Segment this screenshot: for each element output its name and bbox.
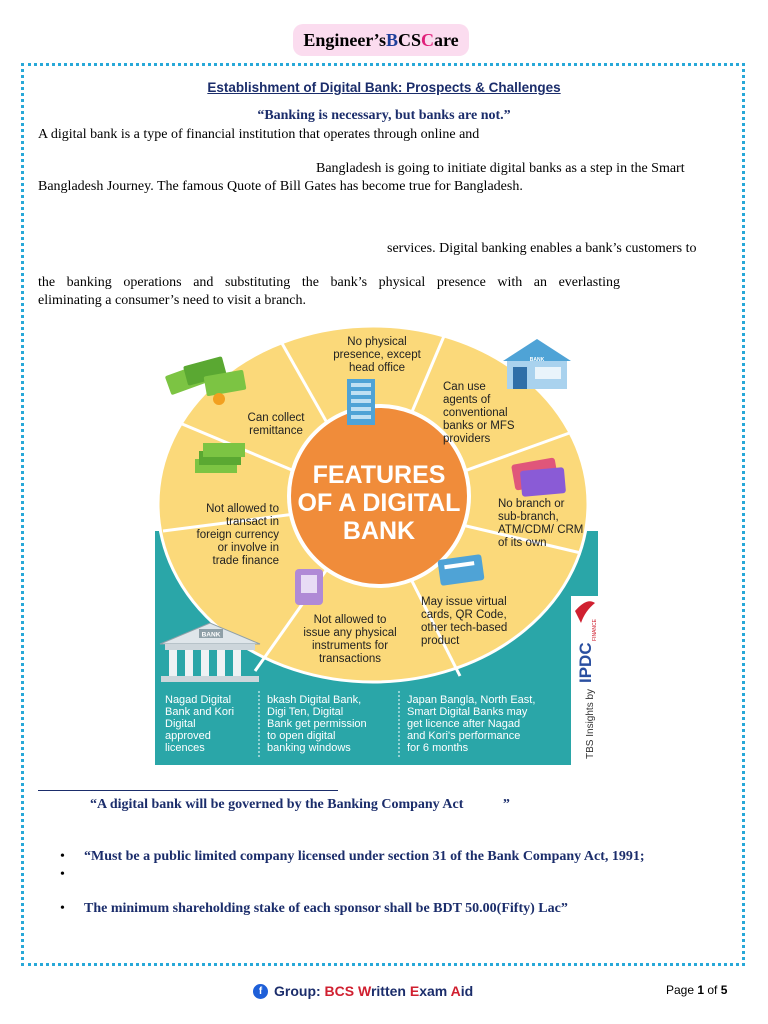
page-total: 5	[720, 983, 728, 997]
paragraph-1: A digital bank is a type of financial institution that operates through online and	[38, 127, 480, 142]
small-bank-label	[530, 357, 545, 363]
small-bank-sign: BANK	[529, 357, 545, 363]
header-badge	[293, 24, 469, 56]
seg-bottom-line-4: transactions	[318, 653, 382, 665]
list-item	[60, 866, 740, 884]
footer-col3-line-5: for 6 months	[407, 742, 469, 754]
seg-top-line-3: head office	[348, 362, 406, 374]
seg-bottom-right-line-3: other tech-based	[421, 622, 508, 634]
footer-col1-line-5: licences	[165, 742, 205, 754]
ipdc-logo-sub: FINANCE	[592, 619, 598, 641]
governance-quote-close: ”	[502, 797, 510, 812]
seg-top-left-line-1: Can collect	[247, 412, 305, 424]
paragraph-4-line-1: the banking operations and substituting the bank’s physical presence with an everlasting	[38, 275, 620, 290]
governance-quote-text: “A digital bank will be governed by the Banking Company Act	[90, 797, 464, 812]
footer-letter-e: E	[409, 983, 420, 999]
paragraph-2-line-1: Bangladesh is going to initiate digital banks as a step in the Smart	[316, 161, 685, 176]
header-part1: Engineer’s	[303, 29, 386, 50]
footer-col1-line-4: approved	[165, 730, 211, 742]
seg-top-right-line-1: Can use	[443, 381, 486, 393]
opening-quote: “Banking is necessary, but banks are not.”	[257, 108, 511, 123]
bullet-icon: •	[60, 867, 65, 882]
seg-top-right-line-2: agents of	[443, 394, 491, 406]
seg-right-line-3: ATM/CDM/ CRM	[498, 524, 584, 536]
seg-top-left-line-2: remittance	[249, 425, 303, 437]
footer-letter-a: A	[450, 983, 461, 999]
footer-word-aid: id	[460, 983, 474, 999]
footer-col3-line-2: Smart Digital Banks may	[407, 706, 528, 718]
bank-sign: BANK	[201, 631, 221, 639]
mobile-card-icon	[295, 569, 323, 605]
list-item	[60, 848, 740, 866]
digital-bank-infographic	[155, 321, 598, 765]
footer-col2-line-5: banking windows	[267, 742, 351, 754]
center-line-3: BANK	[342, 517, 416, 545]
page-title: Establishment of Digital Bank: Prospects & Challenges	[207, 80, 561, 95]
seg-bottom-right-line-1: May issue virtual	[421, 596, 507, 608]
credit-text: TBS Insights by	[585, 688, 596, 759]
center-line-2: OF A DIGITAL	[297, 489, 461, 517]
footer-group-label	[253, 983, 473, 999]
header-accent-c: C	[421, 29, 435, 50]
footer-word-bcs: BCS	[324, 983, 358, 999]
footer-label: Group:	[274, 983, 325, 999]
footer-word-written: ritten	[370, 983, 410, 999]
ipdc-logo: IPDC	[576, 642, 595, 683]
page-current: 1	[697, 983, 705, 997]
list-item-text: The minimum shareholding stake of each sponsor shall be BDT 50.00(Fifty) Lac”	[84, 901, 568, 916]
page-prefix: Page	[666, 983, 698, 997]
footer-col1-line-1: Nagad Digital	[165, 694, 232, 706]
seg-right-line-1: No branch or	[498, 498, 565, 510]
footer-word-exam: xam	[419, 983, 451, 999]
seg-bottom-right-line-4: product	[421, 635, 460, 647]
page-of: of	[704, 983, 721, 997]
divider-line	[38, 790, 338, 791]
page-number	[666, 983, 727, 997]
bullet-icon: •	[60, 901, 65, 916]
seg-top-right-line-5: providers	[443, 433, 491, 445]
seg-top-line-1: No physical	[347, 336, 407, 348]
facebook-icon: f	[253, 984, 268, 999]
seg-left-line-4: or involve in	[217, 542, 279, 554]
seg-top-right-line-4: banks or MFS	[443, 420, 515, 432]
footer-col3-line-3: get licence after Nagad	[407, 718, 521, 730]
footer-col1-line-2: Bank and Kori	[165, 706, 235, 718]
footer-col2-line-3: Bank get permission	[267, 718, 367, 730]
center-line-1: FEATURES	[312, 461, 446, 489]
seg-bottom-line-3: instruments for	[311, 640, 389, 652]
seg-right-line-4: of its own	[498, 537, 547, 549]
header-part2: CS	[398, 29, 422, 50]
footer-col1-line-3: Digital	[165, 718, 196, 730]
seg-left-line-3: foreign currency	[196, 529, 279, 541]
governance-quote	[90, 797, 510, 813]
seg-bottom-line-2: issue any physical	[303, 627, 397, 639]
footer-col2-line-2: Digi Ten, Digital	[267, 706, 344, 718]
seg-left-line-5: trade finance	[212, 555, 279, 567]
paragraph-2-line-2: Bangladesh Journey. The famous Quote of Bill Gates has become true for Bangladesh.	[38, 179, 523, 194]
footer-col2-line-1: bkash Digital Bank,	[267, 694, 362, 706]
seg-left-line-1: Not allowed to	[206, 503, 279, 515]
seg-bottom-line-1: Not allowed to	[313, 614, 387, 626]
paragraph-3: services. Digital banking enables a bank’s customers to	[387, 241, 697, 256]
seg-left-line-2: transact in	[225, 516, 279, 528]
seg-top-right-line-3: conventional	[443, 407, 508, 419]
header-part3: are	[434, 29, 459, 50]
footer-col2-line-4: to open digital	[267, 730, 336, 742]
seg-right-line-2: sub-branch,	[498, 511, 559, 523]
office-building-icon	[347, 379, 375, 425]
footer-letter-w: W	[358, 983, 371, 999]
seg-top-line-2: presence, except	[333, 349, 421, 361]
paragraph-4-line-2: eliminating a consumer’s need to visit a branch.	[38, 293, 307, 308]
list-item	[60, 900, 740, 918]
list-item-text: “Must be a public limited company licensed under section 31 of the Bank Company Act, 1991;	[84, 849, 645, 864]
seg-bottom-right-line-2: cards, QR Code,	[421, 609, 507, 621]
footer-col3-line-4: and Kori's performance	[407, 730, 521, 742]
bullet-icon: •	[60, 849, 65, 864]
requirements-list	[60, 848, 740, 918]
header-accent-b: B	[385, 29, 398, 50]
footer-col3-line-1: Japan Bangla, North East,	[407, 694, 536, 706]
